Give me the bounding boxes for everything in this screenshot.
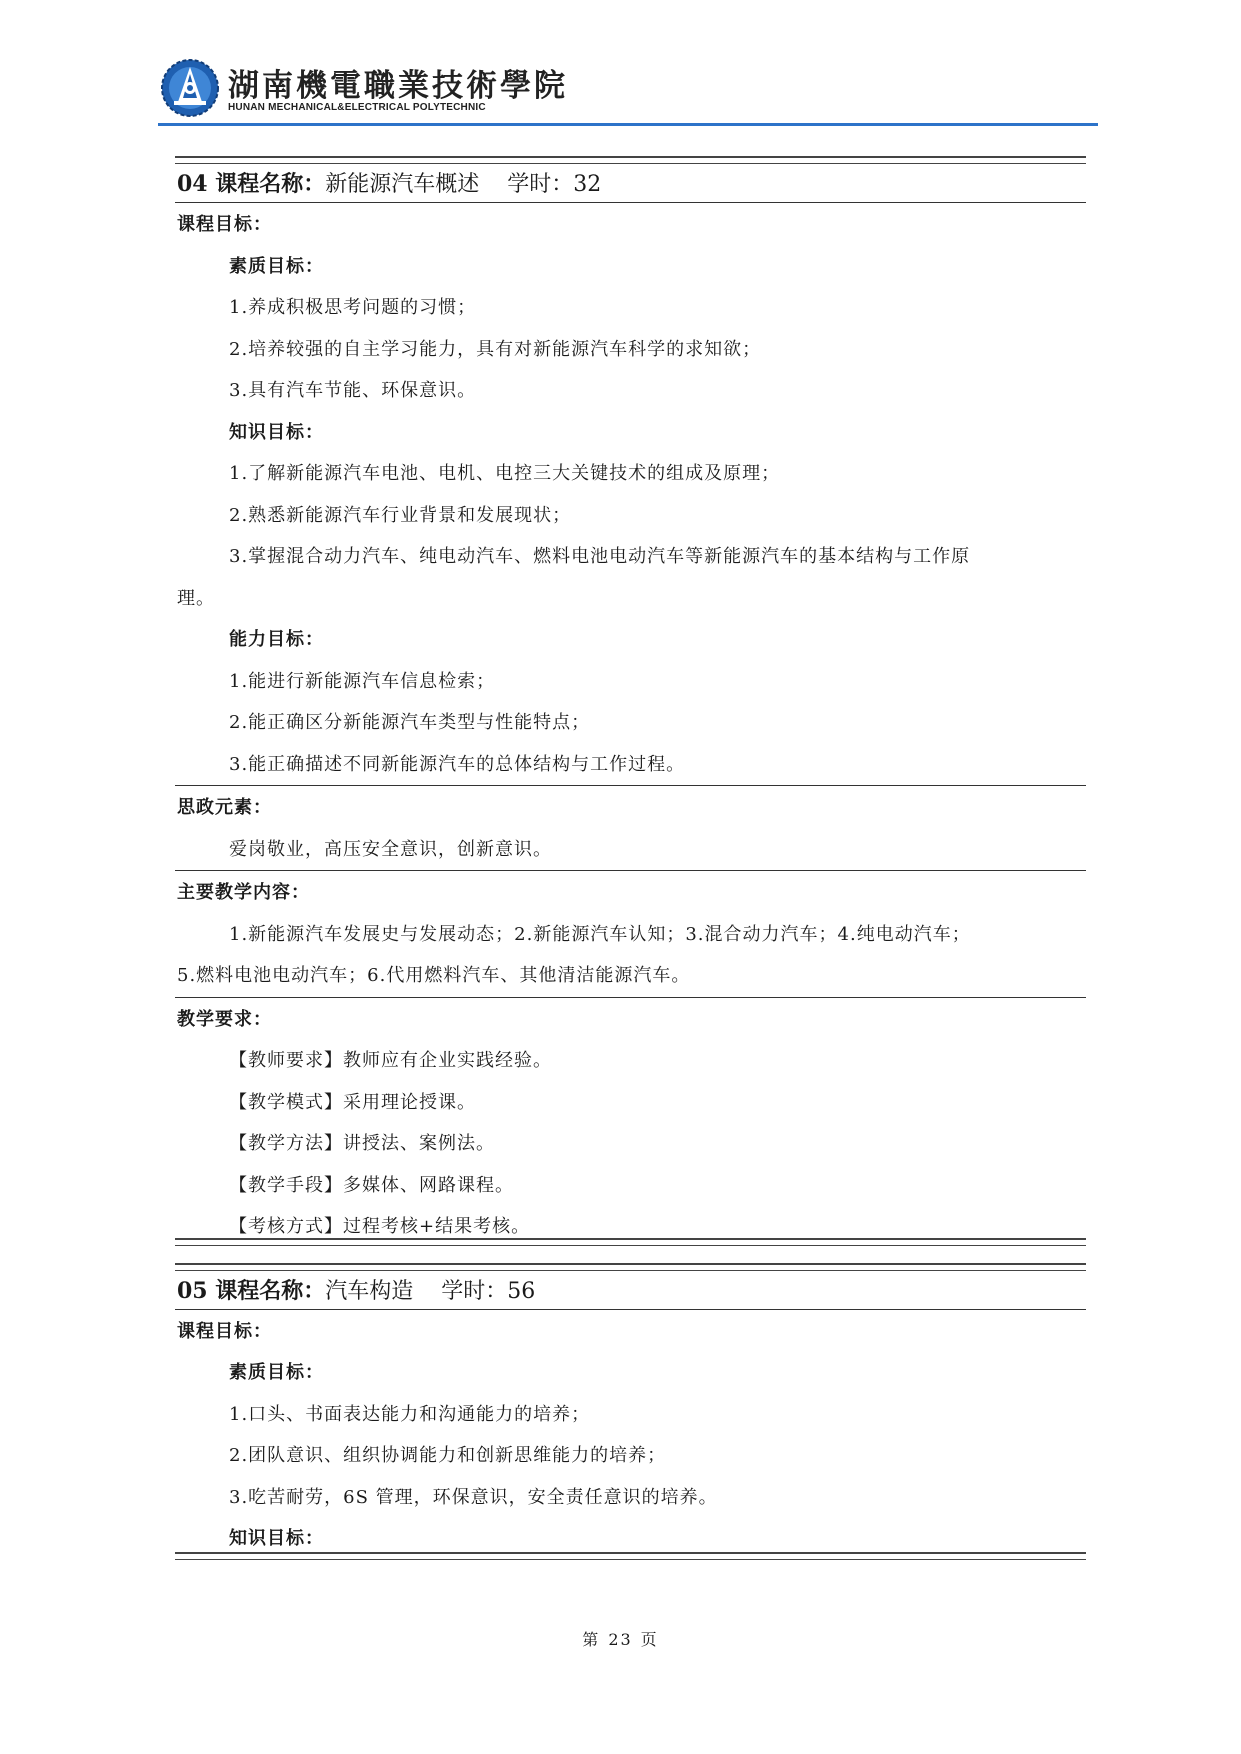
school-name-chinese: 湖南機電職業技術學院 [228,68,568,104]
objectives-heading: 课程目标： [177,214,272,235]
course-05-prefix: 05 课程名称： [177,1277,326,1304]
page-footer [0,1627,1241,1650]
ideology-text: 爱岗敬业，高压安全意识，创新意识。 [229,838,552,860]
ability-item-2: 2.能正确区分新能源汽车类型与性能特点； [229,712,591,733]
requirement-mode: 【教学模式】采用理论授课。 [229,1091,476,1113]
course-04-hours-label: 学时： [507,172,574,197]
ideology-heading: 思政元素： [177,797,272,818]
course-04-prefix: 04 课程名称： [177,171,326,197]
knowledge-item-2: 2.熟悉新能源汽车行业背景和发展现状； [229,504,572,526]
requirement-means: 【教学手段】多媒体、网路课程。 [229,1174,514,1196]
section-top-rule [175,1263,1086,1271]
page-number-suffix: 页 [640,1630,659,1649]
knowledge-item-1: 1.了解新能源汽车电池、电机、电控三大关键技术的组成及原理； [229,463,781,484]
quality-heading: 素质目标： [229,1362,324,1383]
course-04-objectives [177,203,1082,785]
course-04-content [177,871,1082,997]
quality-item-3: 3.吃苦耐劳，6S 管理，环保意识，安全责任意识的培养。 [229,1486,718,1508]
knowledge-item-3: 3.掌握混合动力汽车、纯电动汽车、燃料电池电动汽车等新能源汽车的基本结构与工作原 [229,546,971,567]
content-heading: 主要教学内容： [177,882,310,903]
quality-item-2: 2.培养较强的自主学习能力，具有对新能源汽车科学的求知欲； [229,338,762,360]
page-number: 23 [608,1630,633,1649]
knowledge-heading: 知识目标： [229,421,324,443]
quality-item-1: 1.养成积极思考问题的习惯； [229,297,477,318]
ability-heading: 能力目标： [229,629,324,650]
school-logo [160,58,220,118]
course-04-hours: 32 [573,172,602,197]
page-number-prefix: 第 [582,1630,601,1649]
course-04-ideology [177,786,1082,870]
course-04-title [177,164,1082,202]
course-04-name: 新能源汽车概述 [325,172,480,197]
quality-item-1: 1.口头、书面表达能力和沟通能力的培养； [229,1403,591,1425]
quality-item-2: 2.团队意识、组织协调能力和创新思维能力的培养； [229,1445,667,1466]
header-divider [158,123,1098,126]
requirement-method: 【教学方法】讲授法、案例法。 [229,1133,495,1154]
objectives-heading: 课程目标： [177,1320,272,1342]
requirement-teacher: 【教师要求】教师应有企业实践经验。 [229,1050,552,1071]
quality-item-3: 3.具有汽车节能、环保意识。 [229,380,477,401]
course-04-requirements [177,998,1082,1248]
ability-item-3: 3.能正确描述不同新能源汽车的总体结构与工作过程。 [229,753,686,775]
section-top-rule [175,156,1086,164]
course-05-name: 汽车构造 [325,1278,414,1304]
content-line-1: 1.新能源汽车发展史与发展动态；2.新能源汽车认知；3.混合动力汽车；4.纯电动汽车； [229,923,971,945]
quality-heading: 素质目标： [229,255,324,277]
requirement-assessment: 【考核方式】过程考核+结果考核。 [229,1216,531,1237]
page-header [158,52,1098,128]
knowledge-heading: 知识目标： [229,1528,324,1549]
requirements-heading: 教学要求： [177,1008,272,1030]
school-name-english: HUNAN MECHANICAL&ELECTRICAL POLYTECHNIC [228,102,486,113]
course-05-title [177,1271,1082,1309]
course-05-hours: 56 [507,1278,536,1304]
content-line-2: 5.燃料电池电动汽车；6.代用燃料汽车、其他清洁能源汽车。 [177,965,691,986]
course-05-objectives [177,1310,1082,1560]
page-body [177,156,1082,1560]
course-05-hours-label: 学时： [441,1278,508,1304]
ability-item-1: 1.能进行新能源汽车信息检索； [229,670,496,692]
knowledge-item-3-cont: 理。 [177,587,215,609]
